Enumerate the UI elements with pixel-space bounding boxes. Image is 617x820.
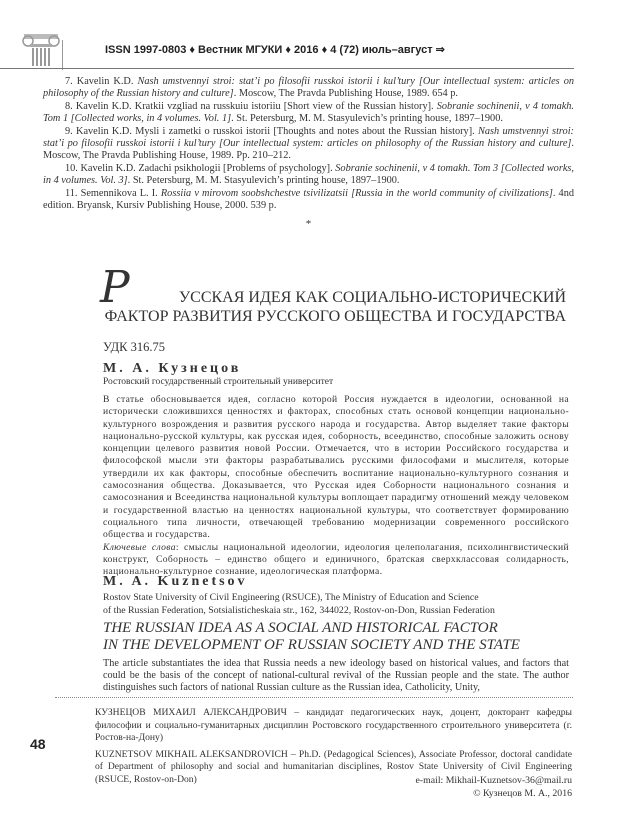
keywords-text: : смыслы национальной идеологии, идеология целеполагания, психолингвистический конструкт, Соборность – единство общего и единичного, братская сверхклассовая солидарность, национально-культурное сознание, идеологическая платформа. [103,541,569,578]
reference-item [43,76,574,101]
reference-text: . 4nd edition. Bryansk, Kursiv Publishing House, 2000. 539 p. [43,187,574,212]
reference-text: 7. Kavelin K.D. [65,76,138,87]
running-header: ISSN 1997-0803 ♦ Вестник МГУКИ ♦ 2016 ♦ 4 (72) июль–август ⇒ [105,44,445,56]
header-rule [28,68,574,69]
author-name-en: M. A. Kuznetsov [103,574,248,589]
reference-title: Rossiia v mirovom soobshchestve tsivilizatsii [Russia in the world community of civilizations] [160,187,553,199]
reference-item [43,188,574,213]
abstract-en: The article substantiates the idea that Russia needs a new ideology based on historical values, and factors that could be the basis of the concept of national-cultural revival of the Russian people and the state. The author distinguishes such factors of national Russian culture as the Russian idea, Catholicity, Unity, [103,658,569,694]
reference-text: 11. Semennikova L. I. [65,187,161,199]
article-title-ru [0,262,566,326]
header-divider [62,40,63,70]
affiliation-line-1: Rostov State University of Civil Engineering (RSUCE), The Ministry of Education and Science [103,592,479,603]
email-link[interactable]: e-mail: Mikhail-Kuznetsov-36@mail.ru [415,775,572,786]
reference-title: Sobranie sochinenii, v 4 tomakh. Tom 3 [Collected works, in 4 volumes. Vol. 3] [43,162,574,187]
abstract-ru [103,394,569,578]
page-number: 48 [30,736,46,752]
bio-en-text: – Ph.D. (Pedagogical Sciences), Associate Professor, doctoral candidate of Department of philosophy and social and humanitarian disciplines, Rostov State University of Civil Engineering (RSUCE, Rostov-on-Don) [95,748,572,785]
university-ru: Ростовский государственный строительный университет [103,377,334,387]
reference-list [43,76,574,212]
reference-item [43,101,574,126]
reference-text: 8. Kavelin K.D. Kratkii vzgliad na russkuiu istoriiu [Short view of the Russian history]. [65,100,437,112]
reference-text: . St. Petersburg, M. M. Stasyulevich’s printing house, 1897–1900. [231,113,503,125]
reference-text: . St. Petersburg, M. M. Stasyulevich’s printing house, 1897–1900. [127,175,400,187]
copyright: © Кузнецов М. А., 2016 [473,788,572,799]
bio-ru-text: – кандидат педагогических наук, доцент, докторант кафедры философии и социально-гуманитарных дисциплин Ростовского государственного строительного университета (г. Ростов-на-Дону) [95,707,572,744]
bio-ru [95,707,572,745]
reference-title: Sobranie sochinenii, v 4 tomakh. Tom 1 [Collected works, in 4 volumes. Vol. 1] [43,100,575,125]
bio-ru-name: КУЗНЕЦОВ МИХАИЛ АЛЕКСАНДРОВИЧ [95,707,287,718]
reference-title: Nash umstvennyi stroi: stat’i po filosofii russkoi istorii i kul’tury [Our intellectual system: articles on philosophy of the Russian history and culture] [43,76,574,100]
udk-code: УДК 316.75 [103,340,165,354]
footer-divider [55,697,573,698]
article-title-en [103,620,520,654]
section-separator: * [305,218,312,230]
reference-text: . Moscow, The Pravda Publishing House, 1989. Pp. 210–212. [43,138,574,162]
abstract-ru-text: В статье обосновывается идея, согласно которой Россия нуждается в идеологии, основанной на исторически сложившихся ценностях и факторах, способных стать основой концепции национально-культурного возрождения и развития русского народа и государства. Автор выделяет такие факторы национально-русской культуры, как русская идея, соборность, всеединство, способные заложить основу концепции целевого развития новой России. Отмечается, что в истории Российского государства и философской мысли эти факторы разрабатывались русскими философами и мыслителя, которые утвердили их как факторы, способные обеспечить воспитание национально-культурного сознания и самосознания общества. Доказывается, что Русская идея Соборности национального сознания и самосознания и Всеединства национальной культуры воплощает парадигму отношений между человеком и государственной властью на ценностях национальной культуры, что соответствует формированию социального типа личности, отвечающей требованию модернизации современного российского общества и государства. [103,394,569,541]
bio-en-name: KUZNETSOV MIKHAIL ALEKSANDROVICH [95,748,288,760]
title-line-2: ФАКТОР РАЗВИТИЯ РУССКОГО ОБЩЕСТВА И ГОСУДАРСТВА [104,308,566,325]
title-en-line-1: THE RUSSIAN IDEA AS A SOCIAL AND HISTORICAL FACTOR [103,620,498,636]
affiliation-line-2: of the Russian Federation, Sotsialisticheskaia str., 162, 344022, Rostov-on-Don, Russian Federation [103,604,495,616]
reference-title: Nash umstvennyi stroi: stat’i po filosofii russkoi istorii i kul’tury [Our intellectual system: articles on philosophy of the Russian history and culture] [43,125,574,150]
title-line-1: УССКАЯ ИДЕЯ КАК СОЦИАЛЬНО-ИСТОРИЧЕСКИЙ [178,289,566,306]
contact-info [416,774,572,800]
reference-text: 9. Kavelin K.D. Mysli i zametki o russkoi istorii [Thoughts and notes about the Russian history]. [65,125,478,137]
reference-text: . Moscow, The Pravda Publishing House, 1989. 654 p. [233,88,458,100]
reference-item [43,163,574,188]
keywords-ru [103,542,569,579]
keywords-label: Ключевые слова [103,541,176,553]
title-drop-cap: Р [100,262,130,313]
affiliation-en [103,592,573,617]
title-en-line-2: IN THE DEVELOPMENT OF RUSSIAN SOCIETY AND THE STATE [103,637,520,653]
author-name-ru: М. А. Кузнецов [103,361,242,376]
journal-logo [20,28,62,68]
reference-item [43,126,574,163]
reference-text: 10. Kavelin K.D. Zadachi psikhologii [Problems of psychology]. [65,162,336,174]
